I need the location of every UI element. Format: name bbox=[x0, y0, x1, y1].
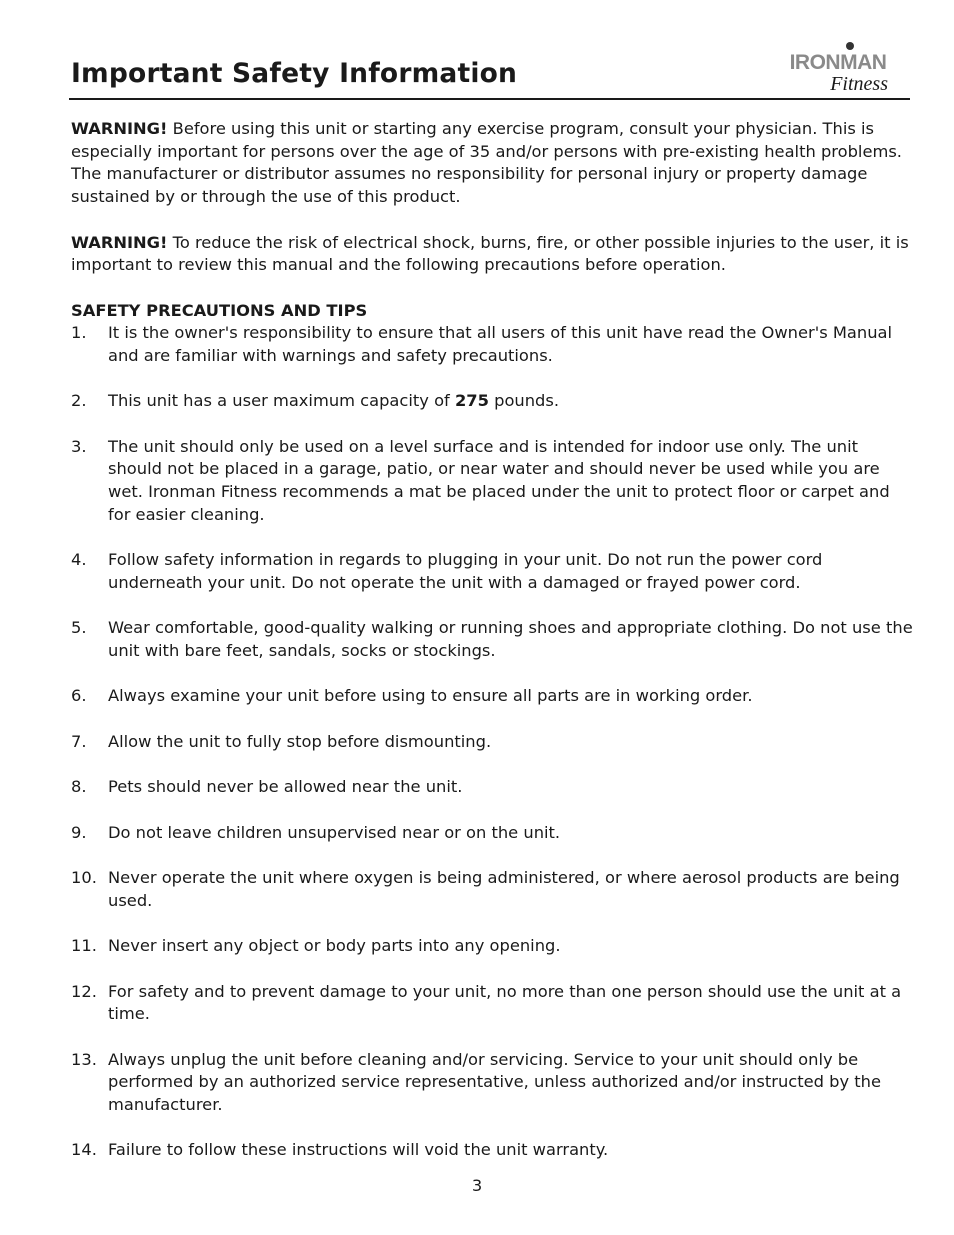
list-item bbox=[71, 731, 916, 754]
item-number: 11. bbox=[71, 936, 97, 956]
item-text: Do not leave children unsupervised near or on the unit. bbox=[108, 822, 561, 842]
list-item bbox=[71, 390, 916, 413]
list-item bbox=[71, 981, 916, 1026]
page-number: 3 bbox=[471, 1176, 483, 1195]
warning-text: To reduce the risk of electrical shock, burns, fire, or other possible injuries to the user, it is important to review this manual and the following precautions before operation. bbox=[71, 232, 909, 275]
list-item bbox=[71, 776, 916, 799]
item-text: Failure to follow these instructions will void the unit warranty. bbox=[108, 1140, 609, 1160]
item-number: 3. bbox=[71, 436, 87, 456]
item-number: 10. bbox=[71, 868, 97, 888]
item-number: 1. bbox=[71, 323, 87, 343]
item-text: Wear comfortable, good-quality walking or running shoes and appropriate clothing. Do not use the unit with bare feet, sandals, socks or stockings. bbox=[108, 618, 913, 661]
capacity-value: 275 bbox=[454, 391, 489, 411]
item-number: 2. bbox=[71, 391, 87, 411]
item-text: Never insert any object or body parts into any opening. bbox=[108, 936, 561, 956]
document-body bbox=[71, 118, 916, 1185]
item-number: 14. bbox=[71, 1140, 97, 1160]
page-title: Important Safety Information bbox=[71, 58, 518, 89]
item-text: It is the owner's responsibility to ensure that all users of this unit have read the Owner's Manual and are familiar with warnings and safety precautions. bbox=[108, 323, 893, 365]
ironman-fitness-logo bbox=[768, 40, 908, 96]
item-number: 5. bbox=[71, 618, 87, 638]
item-number: 6. bbox=[71, 686, 87, 706]
item-number: 13. bbox=[71, 1049, 97, 1069]
warning-text: Before using this unit or starting any exercise program, consult your physician. This is especially important for persons over the age of 35 and/or persons with pre-existing health problems. The manufacturer or distributor assumes no responsibility for personal injury or property damage sustained by or through the use of this product. bbox=[71, 119, 902, 207]
list-item bbox=[71, 822, 916, 845]
safety-list bbox=[71, 322, 916, 1162]
list-item bbox=[71, 685, 916, 708]
item-number: 12. bbox=[71, 981, 97, 1001]
svg-text:Fitness: Fitness bbox=[830, 73, 888, 95]
warning-paragraph bbox=[71, 118, 916, 209]
item-text: Always examine your unit before using to ensure all parts are in working order. bbox=[108, 686, 753, 706]
list-item bbox=[71, 617, 916, 662]
item-text: Allow the unit to fully stop before dismounting. bbox=[108, 731, 492, 751]
list-item bbox=[71, 1139, 916, 1162]
item-number: 9. bbox=[71, 822, 87, 842]
svg-text:IRONMAN: IRONMAN bbox=[789, 51, 887, 74]
item-number: 7. bbox=[71, 731, 87, 751]
item-text: For safety and to prevent damage to your unit, no more than one person should use the unit at a time. bbox=[108, 981, 902, 1024]
item-text: pounds. bbox=[488, 391, 560, 411]
item-text: Never operate the unit where oxygen is being administered, or where aerosol products are being used. bbox=[108, 868, 900, 910]
item-text: Always unplug the unit before cleaning and/or servicing. Service to your unit should only be performed by an authorized service representative, unless authorized and/or instructed by the manufacturer. bbox=[108, 1049, 881, 1115]
item-number: 4. bbox=[71, 550, 87, 570]
warning-label: WARNING! bbox=[71, 232, 168, 252]
list-item bbox=[71, 1049, 916, 1117]
item-text: This unit has a user maximum capacity of bbox=[108, 391, 455, 411]
list-item bbox=[71, 867, 916, 912]
section-heading: SAFETY PRECAUTIONS AND TIPS bbox=[71, 300, 368, 320]
list-item bbox=[71, 322, 916, 367]
item-text: Follow safety information in regards to plugging in your unit. Do not run the power cord underneath your unit. Do not operate the unit with a damaged or frayed power cord. bbox=[108, 550, 823, 592]
item-number: 8. bbox=[71, 777, 87, 797]
list-item bbox=[71, 549, 916, 594]
list-item bbox=[71, 436, 916, 527]
warning-paragraph bbox=[71, 232, 916, 277]
page-header bbox=[69, 40, 910, 100]
list-item bbox=[71, 935, 916, 958]
item-text: The unit should only be used on a level surface and is intended for indoor use only. The unit should not be placed in a garage, patio, or near water and should never be used while you are wet. Ironman Fitness recommends a mat be placed under the unit to protect floor or carpet and for easier cleaning. bbox=[108, 436, 890, 524]
item-text: Pets should never be allowed near the unit. bbox=[108, 777, 463, 797]
warning-label: WARNING! bbox=[71, 119, 168, 138]
